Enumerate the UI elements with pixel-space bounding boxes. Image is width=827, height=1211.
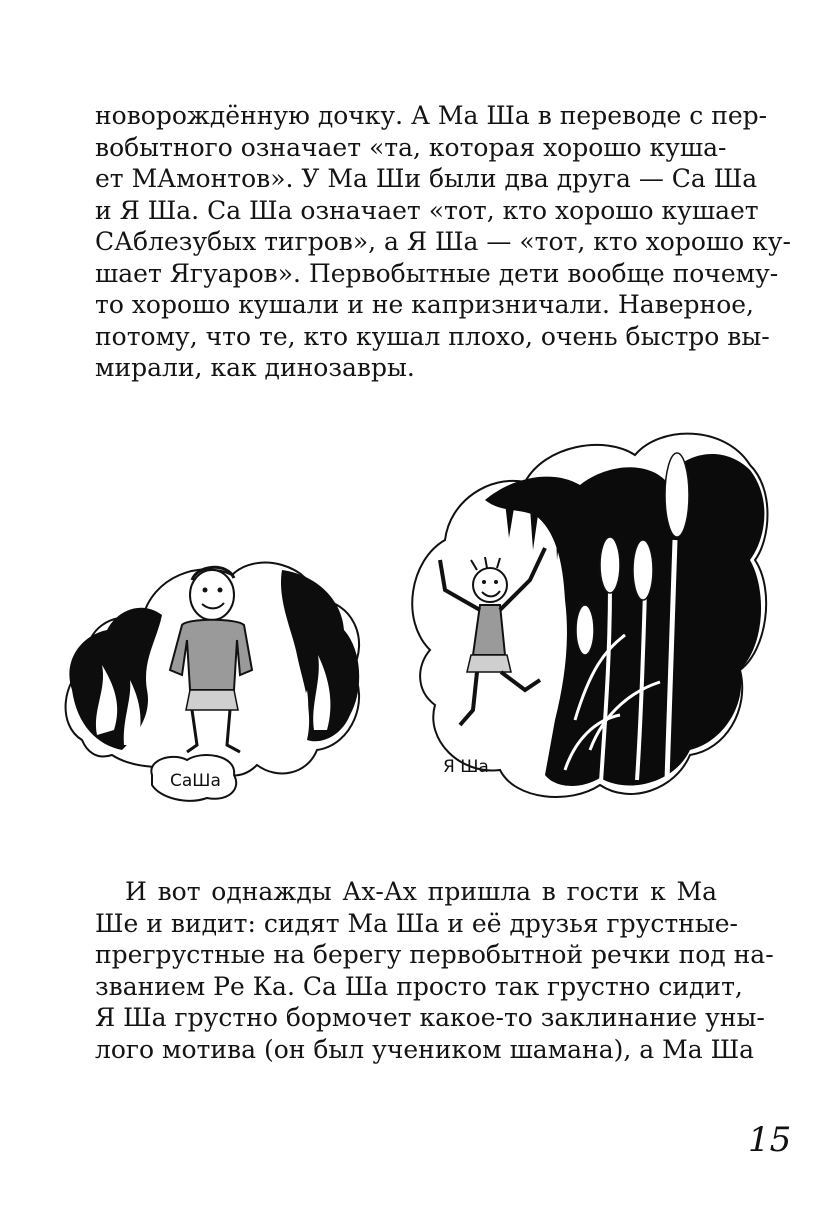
text-line: то хорошо кушали и не капризничали. Наверное, bbox=[95, 290, 754, 319]
paragraph-2 bbox=[95, 876, 774, 1065]
text-line: и Я Ша. Са Ша означает «тот, кто хорошо кушает bbox=[95, 195, 759, 225]
text-line: И вот однажды Ах-Ах пришла в гости к Ма bbox=[125, 877, 717, 906]
illustration-sasha bbox=[52, 540, 370, 830]
paragraph-1 bbox=[95, 100, 791, 384]
text-line: шает Ягуаров». Первобытные дети вообще почему- bbox=[95, 258, 779, 288]
caption-sasha: СаШа bbox=[170, 771, 221, 791]
text-line: прегрустные на берегу первобытной речки под на- bbox=[95, 940, 774, 969]
text-line: званием Ре Ка. Са Ша просто так грустно сидит, bbox=[95, 971, 743, 1001]
text-line: новорождённую дочку. А Ма Ша в переводе с пер- bbox=[95, 101, 768, 130]
text-line: мирали, как динозавры. bbox=[95, 353, 415, 382]
sasha-drawing bbox=[52, 540, 370, 830]
text-line: ет МАмонтов». У Ма Ши были два друга — Са Ша bbox=[95, 164, 758, 193]
text-line: потому, что те, кто кушал плохо, очень быстро вы- bbox=[95, 321, 770, 351]
page-number: 15 bbox=[748, 1120, 792, 1160]
illustration-yasha bbox=[405, 420, 775, 820]
text-line: Ше и видит: сидят Ма Ша и её друзья грустные- bbox=[95, 908, 738, 938]
text-line: САблезубых тигров», а Я Ша — «тот, кто хорошо ку- bbox=[95, 227, 791, 256]
yasha-drawing bbox=[405, 420, 775, 820]
text-line: вобытного означает «та, которая хорошо куша- bbox=[95, 132, 727, 162]
text-line: Я Ша грустно бормочет какое-то заклинание уны- bbox=[95, 1003, 765, 1032]
caption-yasha: Я Ша bbox=[443, 757, 489, 777]
text-line: лого мотива (он был учеником шамана), а Ма Ша bbox=[95, 1034, 755, 1064]
